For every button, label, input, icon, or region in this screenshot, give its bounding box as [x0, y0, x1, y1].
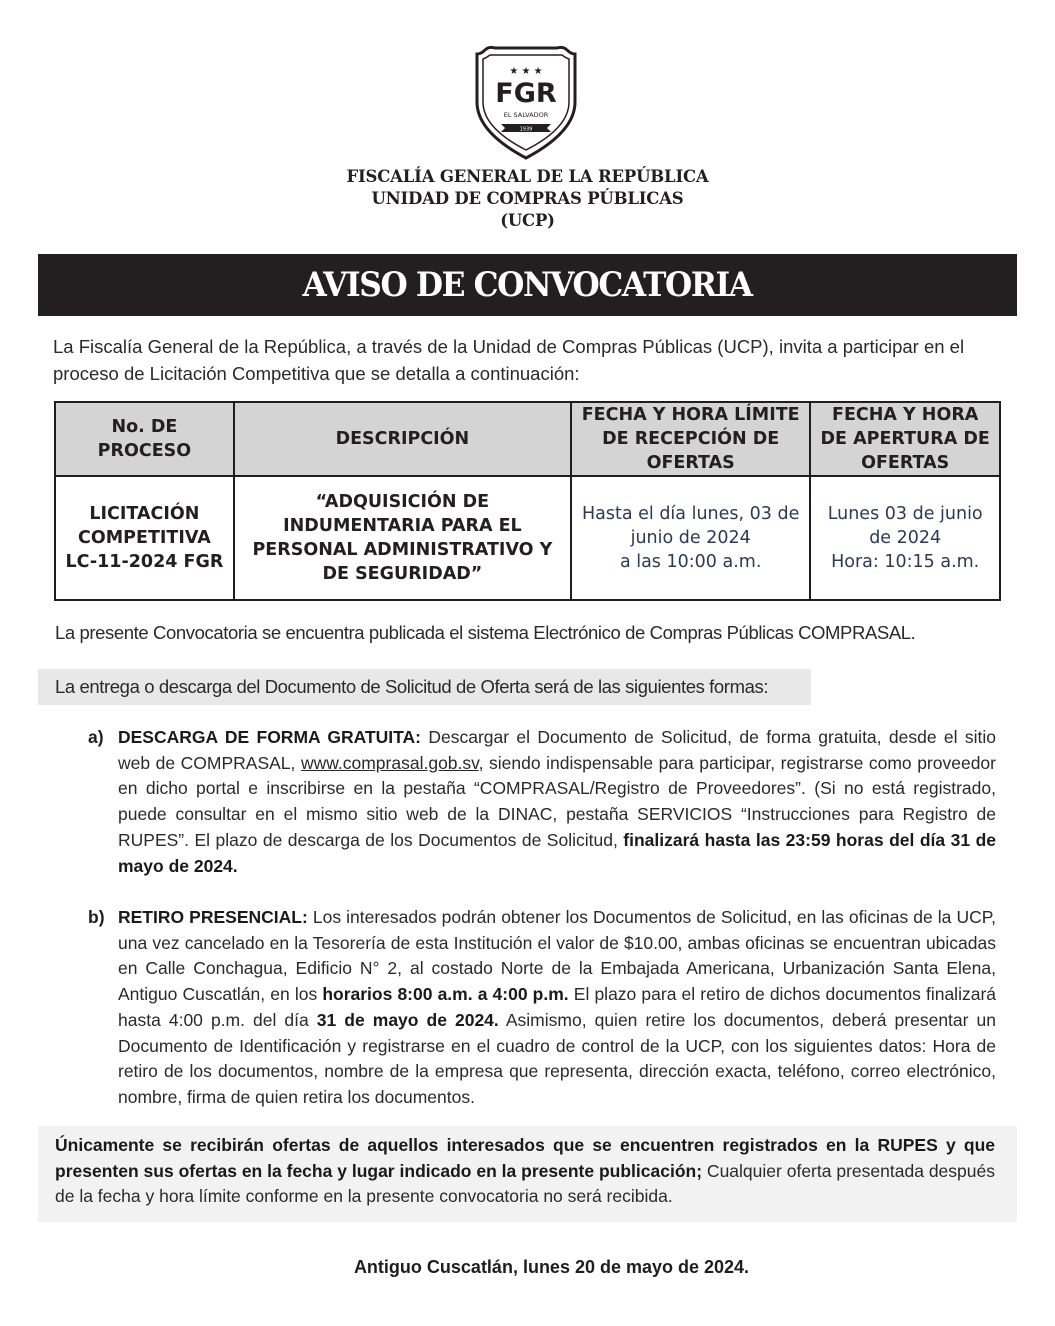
- deadline-time: a las 10:00 a.m.: [619, 552, 762, 572]
- signature-date: Antiguo Cuscatlán, lunes 20 de mayo de 2024.: [353, 1257, 750, 1277]
- publication-note: La presente Convocatoria se encuentra publicada el sistema Electrónico de Compras Públicas COMPRASAL.: [55, 622, 916, 643]
- list-item-download: [88, 725, 996, 879]
- cell-opening: [810, 476, 1000, 600]
- item-body-2: , siendo indispensable para participar, registrarse como proveedor en dicho portal e inscribirse en la pestaña “COMPRASAL/Registro de Proveedores”. (Si no está registrado, puede consultar en el mismo sitio web de la DINAC, pestaña SERVICIOS “Instrucciones para Registro de RUPES”. El plazo de descarga de los Documentos de Solicitud,: [118, 752, 996, 850]
- item-deadline: finalizará hasta las 23:59 horas del día 31 de mayo de 2024.: [118, 829, 996, 876]
- process-type: LICITACIÓN: [89, 504, 200, 524]
- item-body: Descargar el Documento de Solicitud, de forma gratuita, desde el sitio web de COMPRASAL,: [118, 727, 996, 773]
- table-row: [55, 476, 1000, 600]
- header-description: DESCRIPCIÓN: [234, 402, 571, 476]
- opening-date: Lunes 03 de junio de 2024: [827, 504, 983, 548]
- cell-description: “ADQUISICIÓN DE INDUMENTARIA PARA EL PERSONAL ADMINISTRATIVO Y DE SEGURIDAD”: [234, 476, 571, 600]
- header-process-number: No. DE PROCESO: [55, 402, 234, 476]
- deadline-date: Hasta el día lunes, 03 de junio de 2024: [581, 504, 800, 548]
- title-banner: [38, 254, 1017, 316]
- cell-process-number: [55, 476, 234, 600]
- process-type-2: COMPETITIVA: [78, 528, 211, 548]
- notice-body: Cualquier oferta presentada después de la fecha y hora límite conforme en la presente convocatoria no será recibida.: [55, 1160, 995, 1207]
- logo-subtitle: EL SALVADOR: [503, 111, 549, 119]
- org-unit: UNIDAD DE COMPRAS PÚBLICAS: [371, 189, 684, 208]
- notice-box: [38, 1126, 1017, 1222]
- item-hours: horarios 8:00 a.m. a 4:00 p.m.: [322, 984, 569, 1005]
- item-deadline: 31 de mayo de 2024.: [316, 1009, 499, 1030]
- item-marker: b): [88, 907, 105, 927]
- item-marker: a): [88, 727, 104, 747]
- process-code: LC-11-2024 FGR: [65, 552, 224, 572]
- opening-time: Hora: 10:15 a.m.: [831, 552, 980, 572]
- item-text: [118, 725, 996, 879]
- process-table: [54, 401, 1001, 601]
- organization-header: [0, 166, 1055, 232]
- logo-ribbon-text: 1939: [519, 126, 533, 133]
- cell-deadline: [571, 476, 810, 600]
- item-title: DESCARGA DE FORMA GRATUITA:: [118, 727, 421, 747]
- org-name: FISCALÍA GENERAL DE LA REPÚBLICA: [346, 167, 709, 186]
- logo-stars: ★ ★ ★: [509, 66, 543, 77]
- header-deadline: FECHA Y HORA LÍMITE DE RECEPCIÓN DE OFERTAS: [571, 402, 810, 476]
- list-item-pickup: [88, 905, 996, 1111]
- comprasal-link[interactable]: www.comprasal.gob.sv: [300, 752, 479, 773]
- item-title: RETIRO PRESENCIAL:: [118, 907, 308, 927]
- notice-bold: Únicamente se recibirán ofertas de aquellos interesados que se encuentren registrados en la RUPES y que presenten sus ofertas en la fecha y lugar indicado en la presente publicación;: [55, 1135, 995, 1181]
- header-opening: FECHA Y HORA DE APERTURA DE OFERTAS: [810, 402, 1000, 476]
- intro-paragraph: La Fiscalía General de la República, a través de la Unidad de Compras Públicas (UCP), invita a participar en el proceso de Licitación Competitiva que se detalla a continuación:: [53, 336, 965, 384]
- org-acronym: (UCP): [500, 211, 555, 230]
- item-body: Los interesados podrán obtener los Documentos de Solicitud, en las oficinas de la UCP, una vez cancelado en la Tesorería de esta Institución el valor de $10.00, ambas oficinas se encuentran ubicadas en Calle Conchagua, Edificio N° 2, al costado Norte de la Embajada Americana, Urbanización Santa Elena, Antiguo Cuscatlán, en los: [118, 907, 996, 1005]
- page-title: AVISO DE CONVOCATORIA: [302, 265, 753, 305]
- shield-icon: [471, 44, 581, 164]
- logo-initials: FGR: [495, 78, 557, 109]
- fgr-shield-logo: [471, 44, 581, 164]
- delivery-intro: La entrega o descarga del Documento de Solicitud de Oferta será de las siguientes formas:: [38, 669, 811, 705]
- item-body-3: Asimismo, quien retire los documentos, deberá presentar un Documento de Identificación y registrarse en el cuadro de control de la UCP, con los siguientes datos: Hora de retiro de los documentos, nombre de la empresa que representa, dirección exacta, teléfono, correo electrónico, nombre, firma de quien retira los documentos.: [118, 1009, 996, 1107]
- notice-text: [55, 1133, 995, 1210]
- item-body-2: El plazo para el retiro de dichos documentos finalizará hasta 4:00 p.m. del día: [118, 984, 996, 1030]
- table-header-row: [55, 402, 1000, 476]
- item-text: [118, 905, 996, 1111]
